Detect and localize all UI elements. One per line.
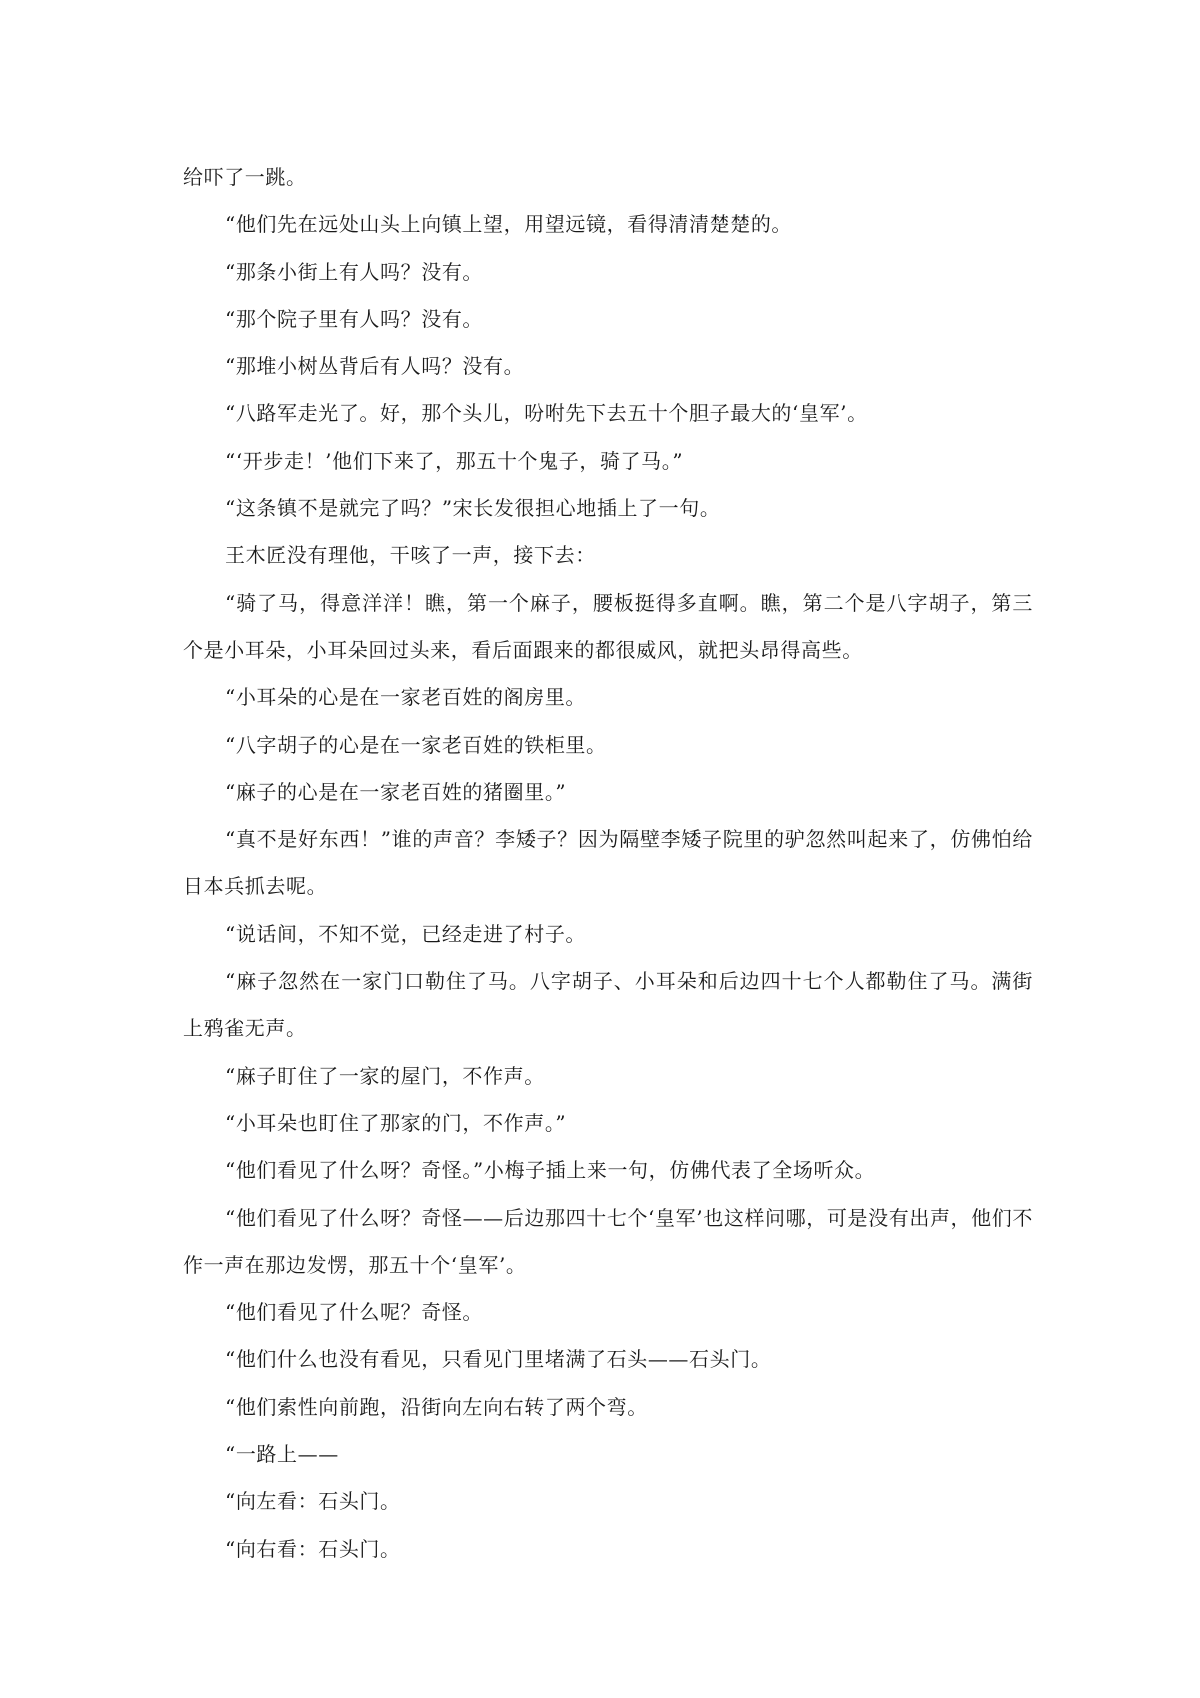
paragraph: “那条小街上有人吗？没有。 — [225, 259, 484, 284]
paragraph: “那堆小树丛背后有人吗？没有。 — [225, 354, 525, 379]
paragraph: “这条镇不是就完了吗？”宋长发很担心地插上了一句。 — [225, 496, 721, 521]
paragraph: “‘开步走！’他们下来了，那五十个鬼子，骑了马。” — [225, 448, 684, 473]
paragraph: “他们先在远处山头上向镇上望，用望远镜，看得清清楚楚的。 — [225, 212, 793, 237]
paragraph: “骑了马，得意洋洋！瞧，第一个麻子，腰板挺得多直啊。瞧，第二个是八字胡子，第三个是小耳朵，小耳朵回过头来，看后面跟来的都很威风，就把头昂得高些。 — [183, 590, 1033, 662]
paragraph: 王木匠没有理他，干咳了一声，接下去： — [225, 543, 596, 568]
paragraph: “他们什么也没有看见，只看见门里堵满了石头——石头门。 — [225, 1347, 772, 1372]
paragraph: “小耳朵的心是在一家老百姓的阁房里。 — [225, 685, 587, 710]
paragraph: “麻子的心是在一家老百姓的猪圈里。” — [225, 779, 567, 804]
paragraph: “向左看：石头门。 — [225, 1489, 401, 1514]
paragraph: “他们看见了什么呀？奇怪——后边那四十七个‘皇军’也这样问哪，可是没有出声，他们不作一声在那边发愣，那五十个‘皇军’。 — [183, 1205, 1033, 1277]
paragraph: “他们看见了什么呀？奇怪。”小梅子插上来一句，仿佛代表了全场听众。 — [225, 1158, 876, 1183]
paragraph: “真不是好东西！”谁的声音？李矮子？因为隔壁李矮子院里的驴忽然叫起来了，仿佛怕给日本兵抓去呢。 — [183, 827, 1033, 899]
paragraph: “麻子盯住了一家的屋门，不作声。 — [225, 1063, 545, 1088]
body-text — [183, 154, 1033, 1573]
paragraph: “向右看：石头门。 — [225, 1536, 401, 1561]
paragraph: “小耳朵也盯住了那家的门，不作声。” — [225, 1110, 567, 1135]
paragraph: 给吓了一跳。 — [183, 165, 307, 189]
paragraph: “八字胡子的心是在一家老百姓的铁柜里。 — [225, 732, 607, 757]
paragraph: “一路上—— — [225, 1442, 339, 1467]
paragraph: “说话间，不知不觉，已经走进了村子。 — [225, 921, 587, 946]
paragraph: “八路军走光了。好，那个头儿，吩咐先下去五十个胆子最大的‘皇军’。 — [225, 401, 868, 426]
paragraph: “他们看见了什么呢？奇怪。 — [225, 1300, 484, 1325]
paragraph: “那个院子里有人吗？没有。 — [225, 306, 484, 331]
paragraph: “他们索性向前跑，沿街向左向右转了两个弯。 — [225, 1394, 648, 1419]
paragraph: “麻子忽然在一家门口勒住了马。八字胡子、小耳朵和后边四十七个人都勒住了马。满街上鸦雀无声。 — [183, 969, 1033, 1041]
